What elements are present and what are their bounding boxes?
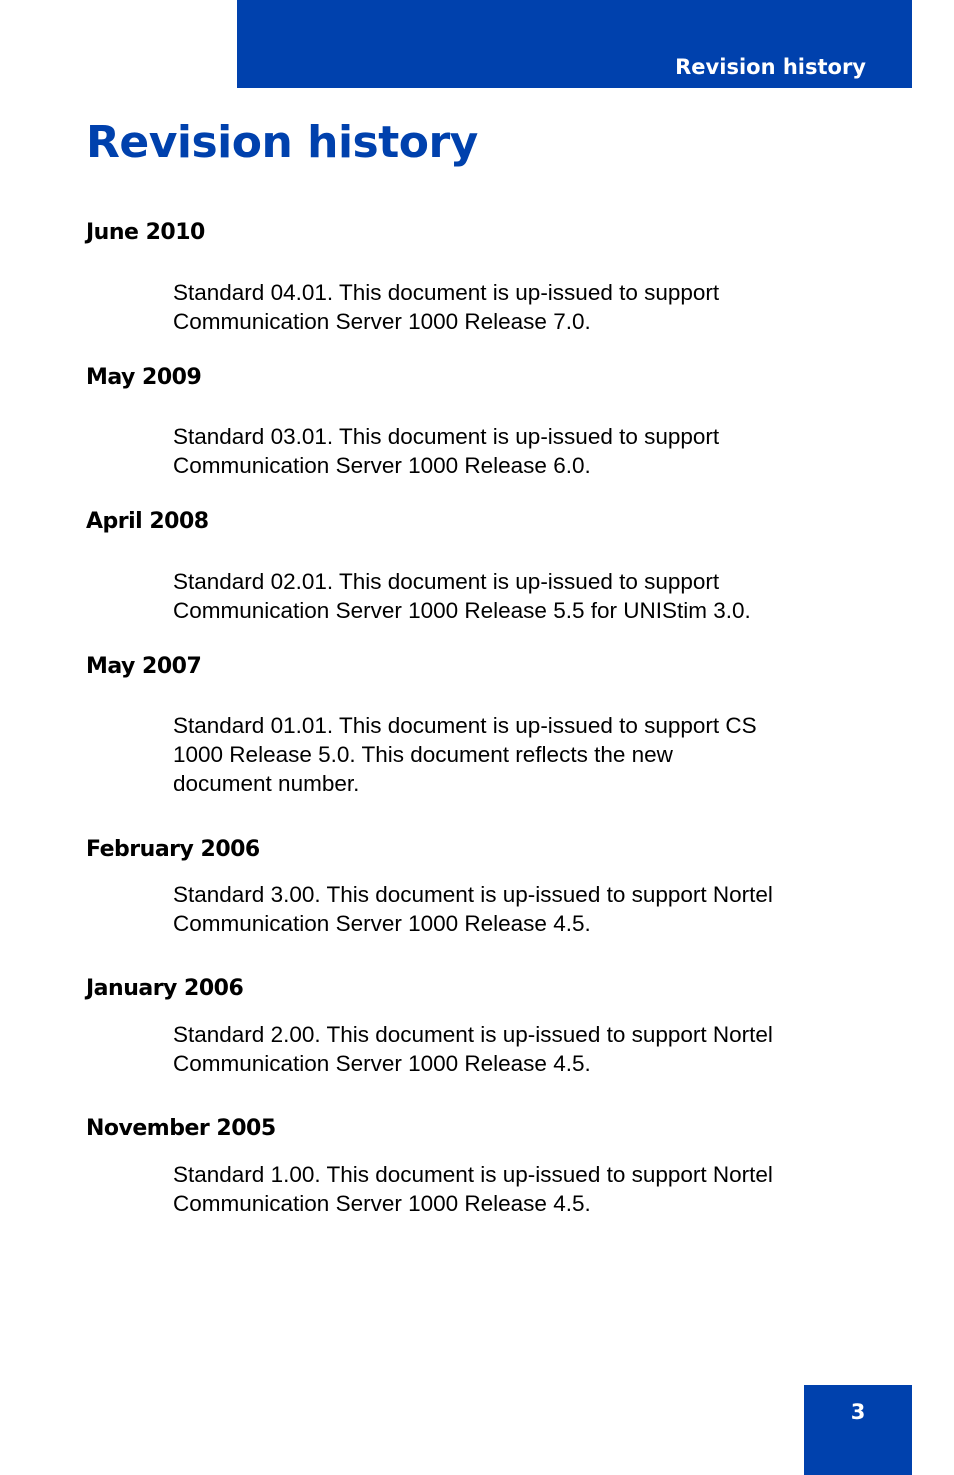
page-number: 3 (850, 1400, 866, 1424)
revision-date: May 2007 (86, 654, 202, 679)
revision-date: February 2006 (86, 837, 260, 862)
revision-description: Standard 01.01. This document is up-issued to support CS 1000 Release 5.0. This document reflects the new document number. (173, 713, 757, 796)
revision-date: May 2009 (86, 365, 202, 390)
revision-description: Standard 2.00. This document is up-issued to support Nortel Communication Server 1000 Release 4.5. (173, 1022, 773, 1076)
revision-description: Standard 04.01. This document is up-issued to support Communication Server 1000 Release 7.0. (173, 280, 720, 334)
revision-description: Standard 1.00. This document is up-issued to support Nortel Communication Server 1000 Release 4.5. (173, 1162, 773, 1216)
page-title: Revision history (86, 117, 478, 168)
revision-date: April 2008 (86, 509, 209, 534)
revision-date: June 2010 (86, 220, 205, 245)
revision-date: November 2005 (86, 1116, 276, 1141)
header-section-title: Revision history (675, 55, 866, 79)
page-number-box (804, 1385, 912, 1475)
revision-description: Standard 02.01. This document is up-issued to support Communication Server 1000 Release 5.5 for UNIStim 3.0. (173, 569, 751, 623)
header-bar (237, 0, 912, 88)
revision-description: Standard 03.01. This document is up-issued to support Communication Server 1000 Release 6.0. (173, 424, 720, 478)
revision-description: Standard 3.00. This document is up-issued to support Nortel Communication Server 1000 Release 4.5. (173, 882, 773, 936)
revision-date: January 2006 (86, 976, 244, 1001)
